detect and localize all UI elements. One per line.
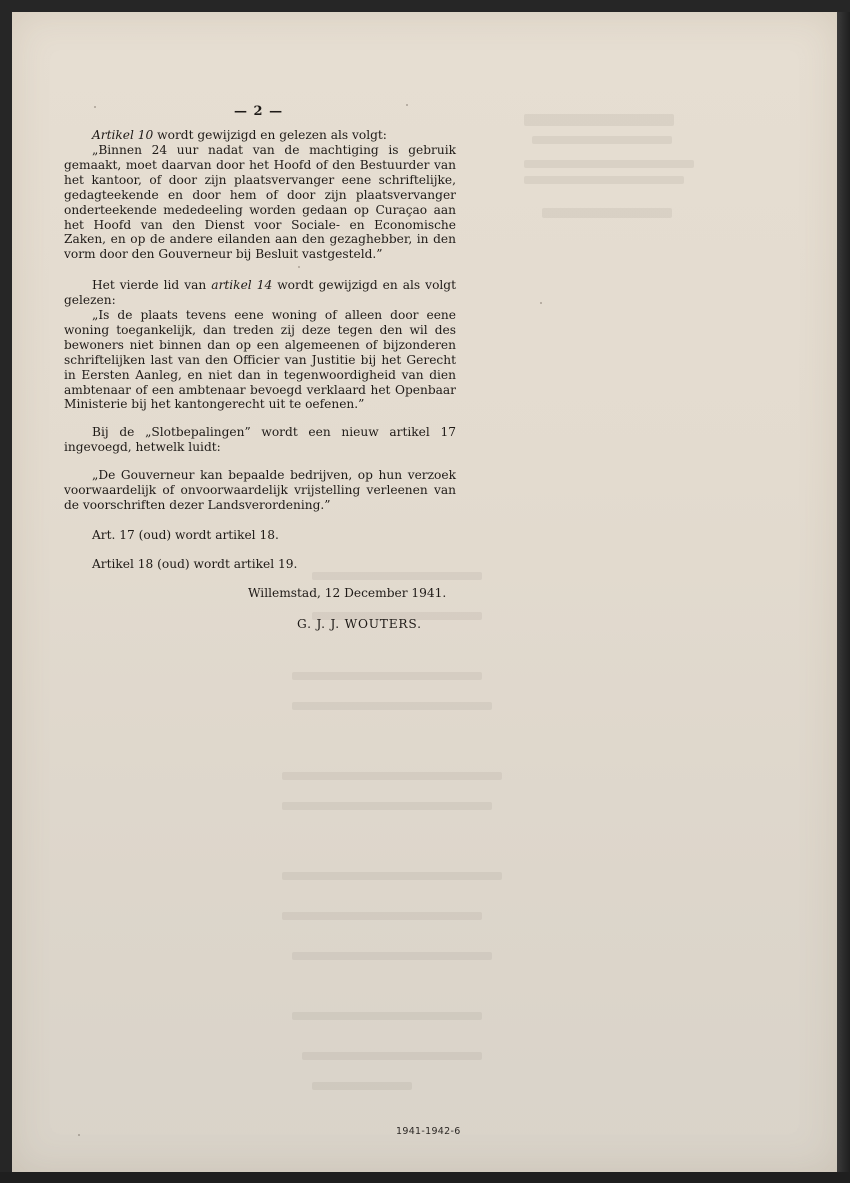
paragraph-article-14-intro bbox=[64, 278, 456, 308]
paper-speck bbox=[78, 1134, 80, 1136]
paragraph-article-14-quote: „Is de plaats tevens eene woning of alleen door eene woning toegankelijk, dan treden zij deze tegen den wil des bewoners niet binnen dan op een algemeenen of bijzonderen schriftelijken last van den Officier van Justitie bij het Gerecht in Eersten Aanleg, en niet dan in tegenwoordigheid van dien ambtenaar of een ambtenaar bevoegd verklaard het Openbaar Ministerie bij het kantongerecht uit te oefenen.” bbox=[64, 308, 456, 412]
paragraph-article-10-intro bbox=[64, 128, 456, 143]
bleed-through-mark bbox=[542, 208, 672, 218]
article-reference: Artikel 10 bbox=[92, 128, 154, 142]
bleed-through-mark bbox=[292, 702, 492, 710]
footer-code: 1941-1942-6 bbox=[396, 1126, 461, 1137]
bleed-through-mark bbox=[292, 672, 482, 680]
paragraph-slotbepalingen: Bij de „Slotbepalingen” wordt een nieuw artikel 17 ingevoegd, hetwelk luidt: bbox=[64, 425, 456, 454]
paper-speck bbox=[406, 104, 408, 106]
scan-edge-right bbox=[837, 12, 850, 1172]
bleed-through-mark bbox=[532, 136, 672, 144]
bleed-through-mark bbox=[282, 772, 502, 780]
place-and-date: Willemstad, 12 December 1941. bbox=[248, 586, 447, 600]
bleed-through-mark bbox=[282, 802, 492, 810]
paragraph-text: wordt gewijzigd en als volgt gelezen: bbox=[64, 278, 457, 307]
paragraph-text: wordt gewijzigd en gelezen als volgt: bbox=[153, 128, 387, 142]
signatory-name: G. J. J. WOUTERS. bbox=[297, 617, 422, 631]
bleed-through-mark bbox=[292, 952, 492, 960]
bleed-through-mark bbox=[524, 176, 684, 184]
paragraph-art-18-renumber: Artikel 18 (oud) wordt artikel 19. bbox=[92, 557, 298, 571]
paragraph-article-10-quote: „Binnen 24 uur nadat van de machtiging is gebruik gemaakt, moet daarvan door het Hoofd of den Bestuurder van het kantoor, of door zijn plaatsvervanger eene schriftelijke, gedagteekende en door hem of door zijn plaatsvervanger onderteekende mededeeling worden gedaan op Curaçao aan het Hoofd van den Dienst voor Sociale- en Economische Zaken, en op de andere eilanden aan den gezaghebber, in den vorm door den Gouverneur bij Besluit vastgesteld.” bbox=[64, 143, 456, 262]
paragraph-art-17-renumber: Art. 17 (oud) wordt artikel 18. bbox=[92, 528, 279, 542]
bleed-through-mark bbox=[282, 912, 482, 920]
bleed-through-mark bbox=[312, 1082, 412, 1090]
bleed-through-mark bbox=[282, 872, 502, 880]
paragraph-article-17-quote: „De Gouverneur kan bepaalde bedrijven, op hun verzoek voorwaardelijk of onvoorwaardelijk vrijstelling verleenen van de voorschriften dezer Landsverordening.” bbox=[64, 468, 456, 512]
bleed-through-mark bbox=[292, 1012, 482, 1020]
page-number: — 2 — bbox=[234, 104, 284, 119]
paper-speck bbox=[298, 266, 300, 268]
bleed-through-mark bbox=[312, 572, 482, 580]
paper-speck bbox=[540, 302, 542, 304]
bleed-through-mark bbox=[302, 1052, 482, 1060]
article-reference: artikel 14 bbox=[211, 278, 273, 292]
paragraph-text: Het vierde lid van bbox=[92, 278, 212, 292]
paper-speck bbox=[94, 106, 96, 108]
bleed-through-mark bbox=[524, 114, 674, 126]
scan-edge-bottom bbox=[0, 1172, 850, 1183]
bleed-through-mark bbox=[524, 160, 694, 168]
